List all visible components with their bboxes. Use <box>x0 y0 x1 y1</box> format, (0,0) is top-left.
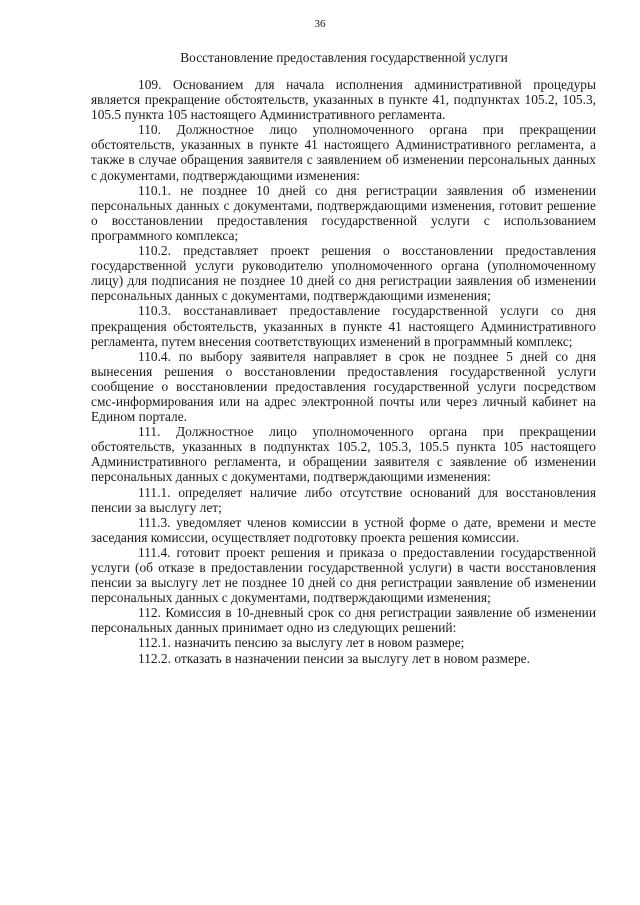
paragraph-110-4: 110.4. по выбору заявителя направляет в срок не позднее 5 дней со дня вынесения решения о восстановлении предоставления государственной услуги сообщение о восстановлении предоставления государственной услуги посредством смс-информирования или на адрес электронной почты или через личный кабинет на Едином портале. <box>91 348 596 425</box>
paragraph-112: 112. Комиссия в 10-дневный срок со дня регистрации заявление об изменении персональных данных принимает одно из следующих решений: <box>91 605 596 636</box>
paragraph-109: 109. Основанием для начала исполнения административной процедуры является прекращение обстоятельств, указанных в пункте 41, подпунктах 105.2, 105.3, 105.5 пункта 105 настоящего Административного регламента. <box>91 77 596 123</box>
section-title: Восстановление предоставления государственной услуги <box>180 50 508 65</box>
document-body <box>91 77 596 666</box>
paragraph-110-2: 110.2. представляет проект решения о восстановлении предоставления государственной услуги руководителю уполномоченного органа (уполномоченному лицу) для подписания не позднее 10 дней со дня регистрации заявления об изменении персональных данных с документами, подтверждающими изменения; <box>91 243 596 304</box>
paragraph-111-3: 111.3. уведомляет членов комиссии в устной форме о дате, времени и месте заседания комиссии, осуществляет подготовку проекта решения комиссии. <box>91 514 596 545</box>
paragraph-111: 111. Должностное лицо уполномоченного органа при прекращении обстоятельств, указанных в подпунктах 105.2, 105.3, 105.5 пункта 105 настоящего Административного регламента, и обращении заявителя с заявление об изменении персональных данных с документами, подтверждающими изменения: <box>91 424 596 485</box>
paragraph-110-1: 110.1. не позднее 10 дней со дня регистрации заявления об изменении персональных данных с документами, подтверждающими изменения, готовит решение о восстановлении предоставления государственной услуги с использованием программного комплекса; <box>91 182 596 243</box>
paragraph-112-1: 112.1. назначить пенсию за выслугу лет в новом размере; <box>138 635 465 651</box>
paragraph-110: 110. Должностное лицо уполномоченного органа при прекращении обстоятельств, указанных в пункте 41 настоящего Административного регламента, а также в случае обращения заявителя с заявлением об изменении персональных данных с документами, подтверждающими изменения: <box>91 122 596 183</box>
page-number: 36 <box>314 18 326 30</box>
paragraph-111-4: 111.4. готовит проект решения и приказа о предоставлении государственной услуги (об отказе в предоставлении государственной услуги) в части восстановления пенсии за выслугу лет не позднее 10 дней со дня регистрации заявление об изменении персональных данных с документами, подтверждающими изменения; <box>91 544 596 606</box>
paragraph-110-3: 110.3. восстанавливает предоставление государственной услуги со дня прекращения обстоятельств, указанных в пункте 41 настоящего Административного регламента, путем внесения соответствующих изменений в программный комплекс; <box>91 303 596 349</box>
paragraph-112-2: 112.2. отказать в назначении пенсии за выслугу лет в новом размере. <box>138 650 530 666</box>
paragraph-111-1: 111.1. определяет наличие либо отсутствие оснований для восстановления пенсии за выслугу лет; <box>91 484 596 515</box>
